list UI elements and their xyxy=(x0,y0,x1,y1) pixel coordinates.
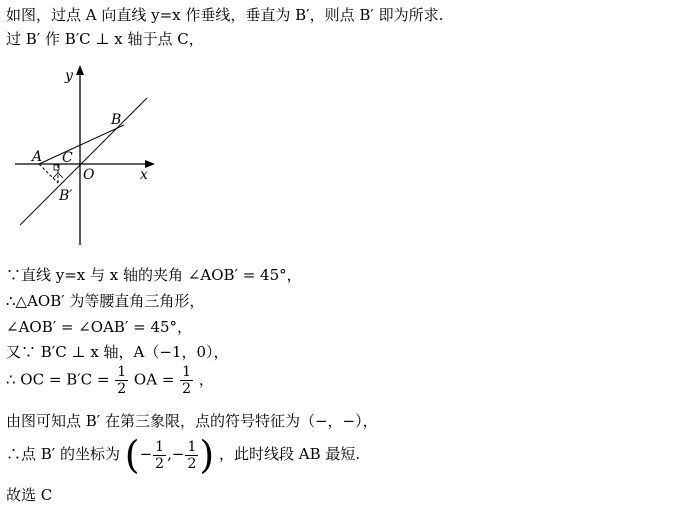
solution-line-2: ∴△AOB′ 为等腰直角三角形， xyxy=(6,292,205,310)
solution-line-5 xyxy=(6,364,214,397)
y-axis-arrow xyxy=(76,65,84,75)
s5-end: ， xyxy=(198,370,214,389)
label-x: x xyxy=(140,167,148,183)
answer-line: 故选 C xyxy=(6,486,53,504)
solution-line-7: ∴点 B′ 的坐标为 (− $\frac{1}{2}$ ,− $\frac{1}{2}$ ) ，此时线段 AB 最短. xyxy=(6,433,361,477)
fraction-coord-y: $\frac{1}{2}$ xyxy=(187,438,197,472)
label-b: B xyxy=(111,112,122,128)
s7-minus-1: − xyxy=(139,445,153,463)
label-y: y xyxy=(65,68,73,84)
solution-line-4: 又∵ B′C ⊥ x 轴，A（−1，0）， xyxy=(6,343,229,361)
dashed-ab-prime xyxy=(39,164,58,183)
fraction-one-half-a: $\frac{1}{2}$ xyxy=(117,364,127,397)
segment-ab xyxy=(39,125,124,164)
label-b-prime: B′ xyxy=(59,188,73,204)
s7-suffix: ，此时线段 AB 最短. xyxy=(218,445,361,463)
intro-line-1: 如图，过点 A 向直线 y=x 作垂线，垂直为 B′，则点 B′ 即为所求. xyxy=(6,6,444,24)
coordinate-figure xyxy=(10,55,180,255)
s5-prefix: ∴ OC = B′C = xyxy=(6,370,110,389)
s7-prefix: ∴点 B′ 的坐标为 xyxy=(6,445,120,463)
solution-line-3: ∠AOB′ = ∠OAB′ = 45°， xyxy=(6,318,193,336)
s5-mid: OA = xyxy=(133,370,175,389)
solution-line-6: 由图可知点 B′ 在第三象限，点的符号特征为（−，−）， xyxy=(6,412,378,430)
intro-line-2: 过 B′ 作 B′C ⊥ x 轴于点 C， xyxy=(6,30,204,48)
s7-minus-2: − xyxy=(171,445,185,463)
label-c: C xyxy=(62,150,73,166)
fraction-coord-x: $\frac{1}{2}$ xyxy=(155,438,165,472)
s7-comma: , xyxy=(167,445,172,463)
fraction-one-half-b: $\frac{1}{2}$ xyxy=(182,364,192,397)
solution-line-1: ∵直线 y=x 与 x 轴的夹角 ∠AOB′ = 45°， xyxy=(6,266,302,284)
label-o: O xyxy=(83,167,95,183)
label-a: A xyxy=(32,149,43,165)
